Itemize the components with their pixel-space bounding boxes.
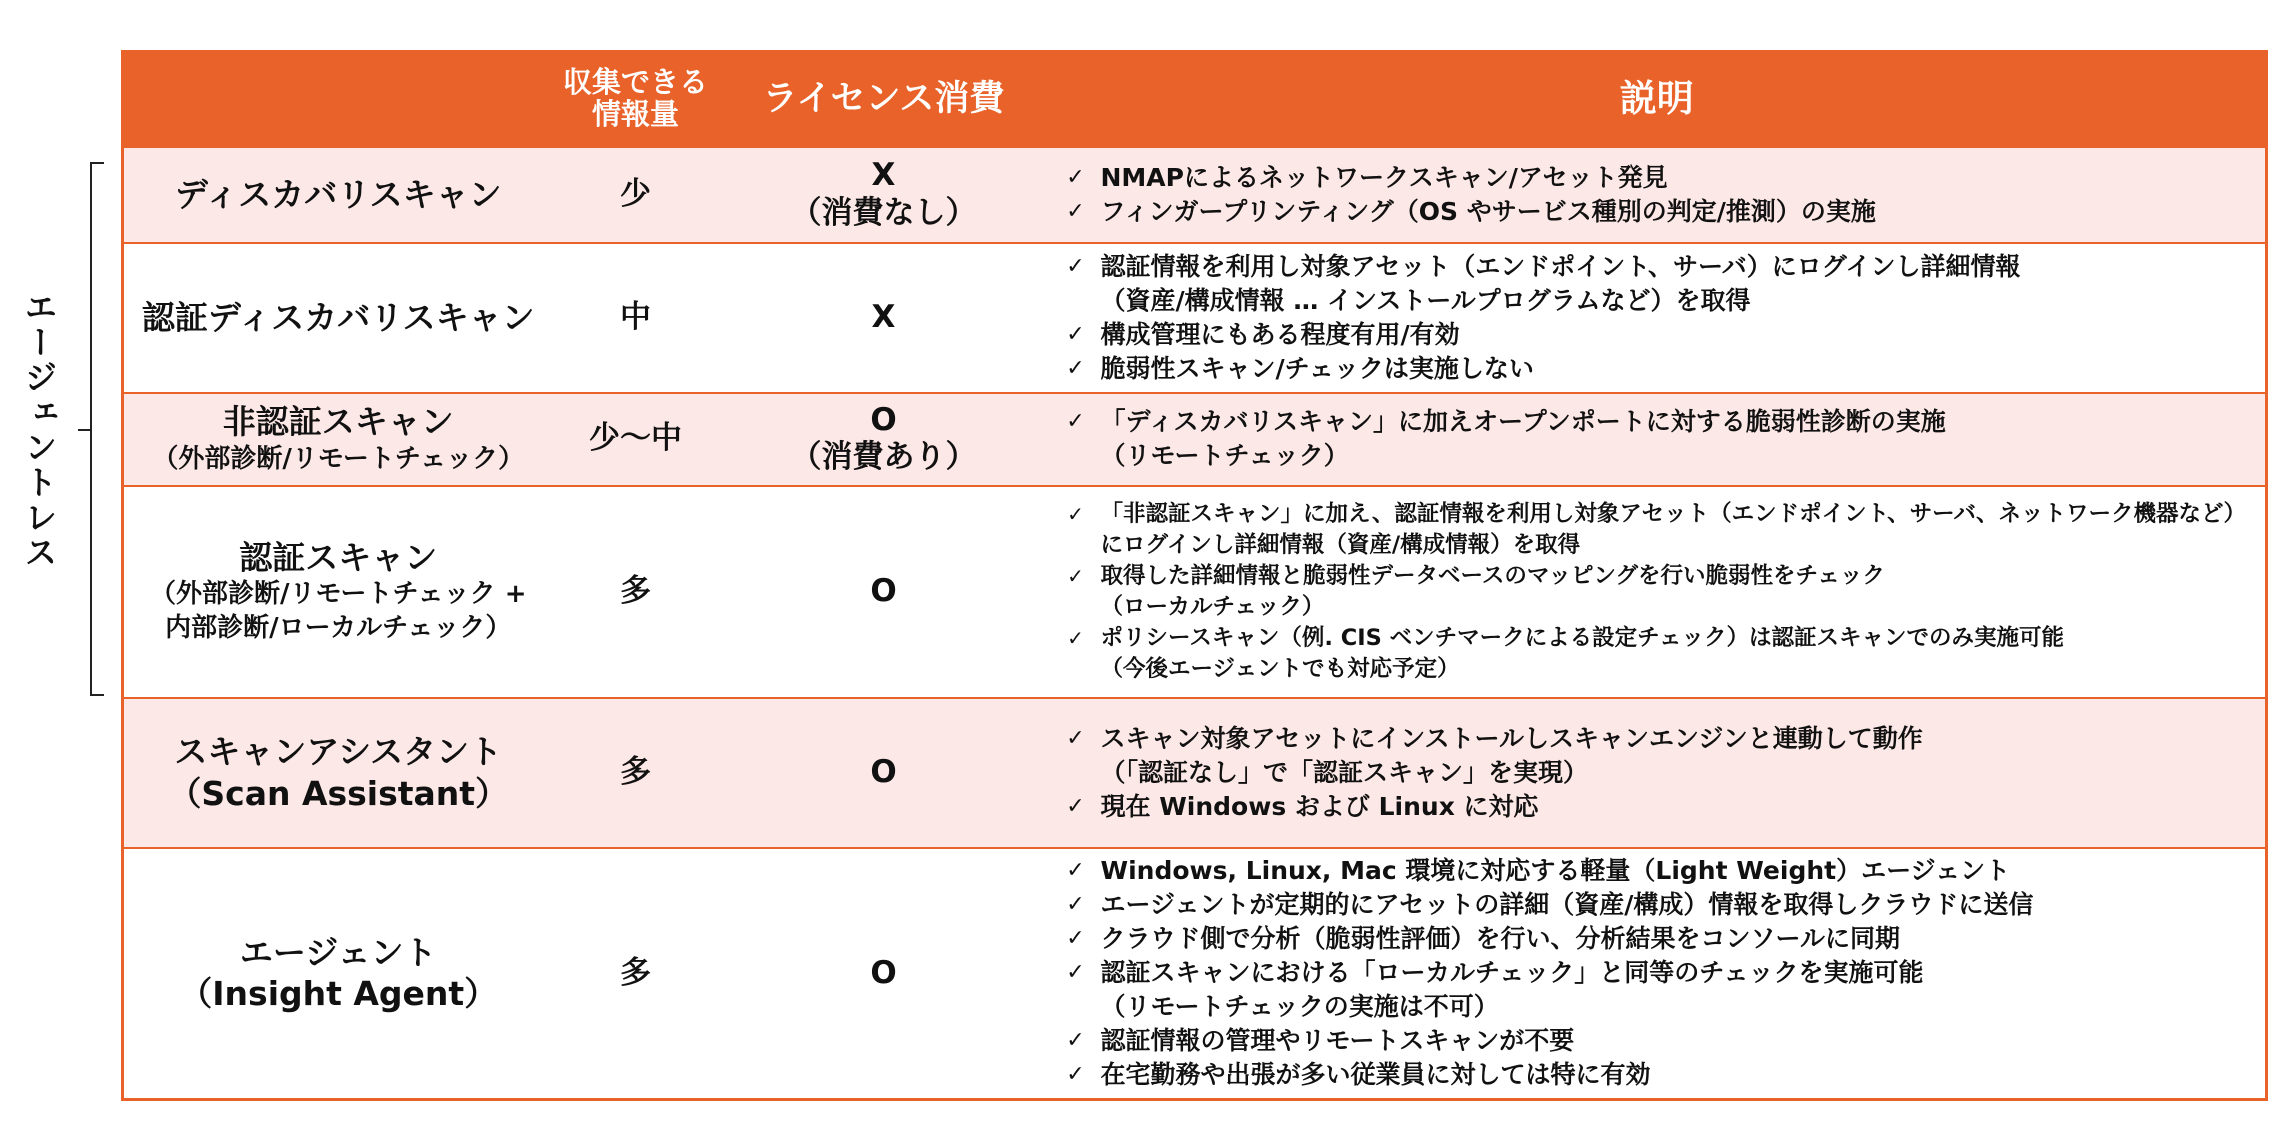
list-item bbox=[1051, 499, 2260, 561]
list-item bbox=[1051, 722, 2260, 756]
description-text: 取得した詳細情報と脆弱性データベースのマッピングを行い脆弱性をチェック bbox=[1100, 562, 1885, 589]
description-list bbox=[1051, 250, 2260, 386]
description-cell bbox=[1049, 848, 2267, 1100]
agentless-bracket bbox=[90, 162, 104, 696]
description-text: 脆弱性スキャン/チェックは実施しない bbox=[1100, 353, 1534, 383]
info-amount-cell: 多 bbox=[553, 486, 719, 698]
table-row bbox=[123, 147, 2267, 243]
description-text: 認証情報を利用し対象アセット（エンドポイント、サーバ）にログインし詳細情報 bbox=[1100, 251, 2021, 281]
scan-type-cell bbox=[123, 698, 553, 848]
scan-type-subtitle: （外部診断/リモートチェック） bbox=[152, 443, 525, 474]
info-amount-cell: 中 bbox=[553, 243, 719, 393]
description-cell bbox=[1049, 486, 2267, 698]
description-text: 現在 Windows および Linux に対応 bbox=[1100, 791, 1539, 821]
scan-type-cell bbox=[123, 393, 553, 486]
table-row bbox=[123, 486, 2267, 698]
license-cell bbox=[719, 243, 1049, 393]
description-cell bbox=[1049, 698, 2267, 848]
description-text: （リモートチェックの実施は不可） bbox=[1100, 992, 1499, 1022]
list-item bbox=[1051, 284, 2260, 318]
check-icon: ✓ bbox=[1066, 253, 1085, 279]
scan-type-cell bbox=[123, 243, 553, 393]
scan-type-subtitle: 内部診断/ローカルチェック） bbox=[165, 613, 512, 644]
license-value: O bbox=[870, 954, 897, 991]
scan-type-name: スキャンアシスタント bbox=[174, 732, 503, 772]
list-item bbox=[1051, 161, 2260, 195]
license-note: （消費あり） bbox=[790, 439, 977, 475]
header-info-amount bbox=[553, 52, 719, 147]
list-item bbox=[1051, 790, 2260, 824]
description-cell bbox=[1049, 243, 2267, 393]
check-icon: ✓ bbox=[1066, 164, 1085, 190]
list-item bbox=[1051, 1058, 2260, 1092]
scan-type-name: 認証ディスカバリスキャン bbox=[141, 297, 535, 337]
description-text: （リモートチェック） bbox=[1100, 441, 1349, 470]
check-icon: ✓ bbox=[1067, 501, 1084, 526]
info-amount-cell: 多 bbox=[553, 848, 719, 1100]
list-item bbox=[1051, 990, 2260, 1024]
check-icon: ✓ bbox=[1066, 960, 1085, 986]
info-amount-cell: 少〜中 bbox=[553, 393, 719, 486]
description-text: （今後エージェントでも対応予定） bbox=[1100, 655, 1460, 682]
list-item bbox=[1051, 854, 2260, 888]
description-text: ポリシースキャン（例. CIS ベンチマークによる設定チェック）は認証スキャンでのみ実施可能 bbox=[1100, 624, 2065, 651]
table-row bbox=[123, 698, 2267, 848]
license-value: X bbox=[871, 298, 896, 335]
description-text: （資産/構成情報 … インストールプログラムなど）を取得 bbox=[1100, 285, 1751, 315]
description-text: 認証情報の管理やリモートスキャンが不要 bbox=[1100, 1026, 1575, 1056]
scan-type-cell bbox=[123, 848, 553, 1100]
header-name bbox=[123, 52, 553, 147]
check-icon: ✓ bbox=[1067, 625, 1084, 650]
scan-type-cell bbox=[123, 486, 553, 698]
scan-type-subtitle: （Scan Assistant） bbox=[168, 773, 509, 813]
scan-type-name: 非認証スキャン bbox=[222, 402, 454, 442]
scan-type-name: 認証スキャン bbox=[239, 538, 438, 578]
check-icon: ✓ bbox=[1066, 321, 1085, 347]
license-value: X bbox=[871, 157, 896, 194]
list-item bbox=[1051, 405, 2260, 439]
list-item bbox=[1051, 592, 2260, 623]
description-text: （ローカルチェック） bbox=[1100, 593, 1325, 620]
table-row bbox=[123, 243, 2267, 393]
scan-type-name: ディスカバリスキャン bbox=[174, 174, 502, 214]
description-text: 認証スキャンにおける「ローカルチェック」と同等のチェックを実施可能 bbox=[1100, 958, 1924, 988]
scan-comparison-table bbox=[121, 50, 2268, 1101]
description-text: NMAPによるネットワークスキャン/アセット発見 bbox=[1100, 162, 1668, 192]
description-text: 構成管理にもある程度有用/有効 bbox=[1100, 319, 1460, 349]
description-text: Windows, Linux, Mac 環境に対応する軽量（Light Weight）エージェント bbox=[1100, 856, 2011, 886]
info-amount-cell: 多 bbox=[553, 698, 719, 848]
check-icon: ✓ bbox=[1066, 858, 1085, 884]
scan-type-subtitle: （Insight Agent） bbox=[179, 974, 498, 1014]
description-list bbox=[1051, 161, 2260, 229]
description-text: 「非認証スキャン」に加え、認証情報を利用し対象アセット（エンドポイント、サーバ、ネットワーク機器など）にログインし詳細情報（資産/構成情報）を取得 bbox=[1100, 500, 2246, 558]
list-item bbox=[1051, 654, 2260, 685]
description-text: クラウド側で分析（脆弱性評価）を行い、分析結果をコンソールに同期 bbox=[1100, 924, 1901, 954]
list-item bbox=[1051, 250, 2260, 284]
list-item bbox=[1051, 561, 2260, 592]
description-cell bbox=[1049, 393, 2267, 486]
list-item bbox=[1051, 439, 2260, 473]
description-cell bbox=[1049, 147, 2267, 243]
scan-type-subtitle: （外部診断/リモートチェック + bbox=[149, 579, 527, 610]
scan-type-name: エージェント bbox=[239, 933, 437, 972]
check-icon: ✓ bbox=[1066, 892, 1085, 918]
header-info-line: 情報量 bbox=[591, 97, 679, 132]
license-cell bbox=[719, 848, 1049, 1100]
header-description: 説明 bbox=[1049, 52, 2267, 147]
description-text: エージェントが定期的にアセットの詳細（資産/構成）情報を取得しクラウドに送信 bbox=[1100, 890, 2034, 920]
list-item bbox=[1051, 756, 2260, 790]
list-item bbox=[1051, 623, 2260, 654]
list-item bbox=[1051, 888, 2260, 922]
description-list bbox=[1051, 499, 2260, 685]
check-icon: ✓ bbox=[1066, 793, 1085, 819]
description-text: スキャン対象アセットにインストールしスキャンエンジンと連動して動作 bbox=[1100, 723, 1923, 753]
check-icon: ✓ bbox=[1066, 725, 1085, 751]
check-icon: ✓ bbox=[1066, 1062, 1085, 1088]
license-cell bbox=[719, 698, 1049, 848]
description-text: フィンガープリンティング（OS やサービス種別の判定/推測）の実施 bbox=[1100, 196, 1876, 226]
check-icon: ✓ bbox=[1066, 355, 1085, 381]
header-license: ライセンス消費 bbox=[719, 52, 1049, 147]
check-icon: ✓ bbox=[1066, 926, 1085, 952]
description-list bbox=[1051, 854, 2260, 1092]
license-cell bbox=[719, 147, 1049, 243]
description-text: （「認証なし」で「認証スキャン」を実現） bbox=[1100, 757, 1589, 787]
description-list bbox=[1051, 405, 2260, 473]
check-icon: ✓ bbox=[1066, 1028, 1085, 1054]
description-list bbox=[1051, 722, 2260, 824]
scan-type-cell bbox=[123, 147, 553, 243]
check-icon: ✓ bbox=[1067, 563, 1084, 588]
license-note: （消費なし） bbox=[790, 194, 977, 231]
list-item bbox=[1051, 922, 2260, 956]
list-item bbox=[1051, 1024, 2260, 1058]
license-value: O bbox=[870, 753, 897, 790]
table-row bbox=[123, 393, 2267, 486]
list-item bbox=[1051, 318, 2260, 352]
header-row bbox=[123, 52, 2267, 147]
license-value: O bbox=[870, 401, 897, 438]
license-cell bbox=[719, 393, 1049, 486]
table-row bbox=[123, 848, 2267, 1100]
info-amount-cell: 少 bbox=[553, 147, 719, 243]
list-item bbox=[1051, 956, 2260, 990]
check-icon: ✓ bbox=[1066, 409, 1085, 434]
list-item bbox=[1051, 195, 2260, 229]
description-text: 在宅勤務や出張が多い従業員に対しては特に有効 bbox=[1100, 1060, 1651, 1090]
header-info-line: 収集できる bbox=[562, 65, 708, 100]
list-item bbox=[1051, 352, 2260, 386]
description-text: 「ディスカバリスキャン」に加えオープンポートに対する脆弱性診断の実施 bbox=[1100, 407, 1946, 436]
license-value: O bbox=[870, 572, 897, 609]
license-cell bbox=[719, 486, 1049, 698]
check-icon: ✓ bbox=[1066, 198, 1085, 224]
agentless-label: エージェントレス bbox=[19, 290, 59, 570]
